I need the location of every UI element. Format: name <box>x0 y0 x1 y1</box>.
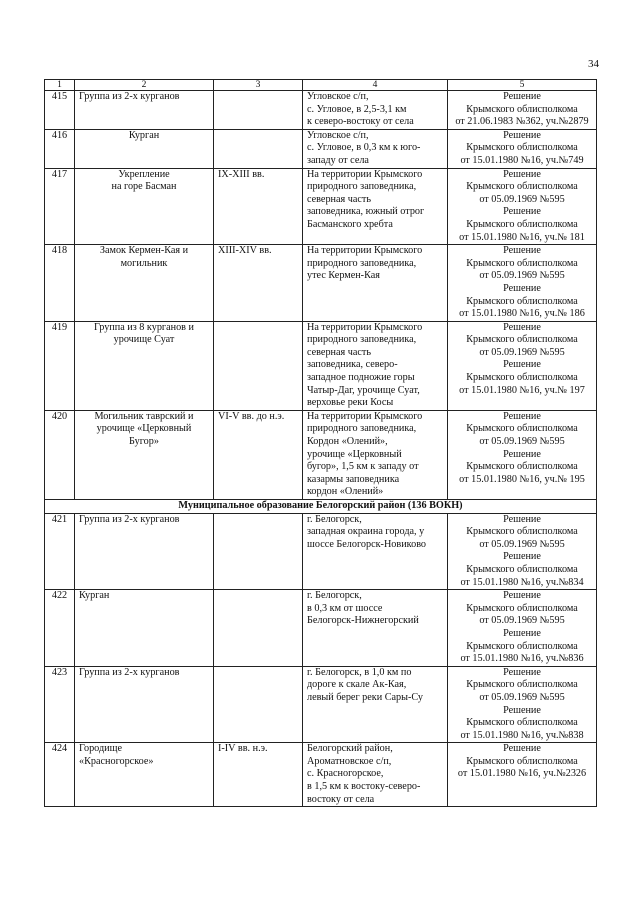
cell-line: северная часть <box>307 346 372 358</box>
table-row <box>45 513 597 590</box>
cell-line: г. Белогорск, <box>307 590 362 602</box>
cell-line: верховье реки Косы <box>307 397 394 409</box>
cell-line: Крымского облисполкома <box>466 526 578 538</box>
cell-line: На территории Крымского <box>307 245 423 257</box>
cell-line: от 05.09.1969 №595 <box>479 193 565 205</box>
cell-line: Решение <box>503 359 541 371</box>
dating: I-IV вв. н.э. <box>214 743 303 807</box>
dating: VI-V вв. до н.э. <box>214 410 303 499</box>
cell-line: Белогорский район, <box>307 743 393 755</box>
cell-line: от 21.06.1983 №362, уч.№2879 <box>455 116 589 128</box>
cell-line: На территории Крымского <box>307 410 423 422</box>
cell-line: западное подножие горы <box>307 372 415 384</box>
location <box>303 91 448 130</box>
decision-block <box>452 322 592 360</box>
cell-line: с. Угловое, в 2,5-3,1 км <box>307 103 407 115</box>
table-row <box>45 129 597 168</box>
cell-line: Крымского облисполкома <box>466 334 578 346</box>
row-number: 423 <box>45 666 75 743</box>
cell-line: от 15.01.1980 №16, уч.№ 186 <box>459 308 585 320</box>
row-number: 417 <box>45 168 75 245</box>
table-row <box>45 743 597 807</box>
cell-line: в 1,5 км к востоку-северо- <box>307 781 421 793</box>
cell-line: Решение <box>503 513 541 525</box>
monument-name <box>75 321 214 410</box>
cell-line: западу от села <box>307 154 369 166</box>
row-number: 424 <box>45 743 75 807</box>
decision-block <box>452 411 592 449</box>
column-header: 3 <box>214 80 303 91</box>
cell-line: бугор», 1,5 км к западу от <box>307 461 419 473</box>
cell-line: Басманского хребта <box>307 218 393 230</box>
cell-line: Крымского облисполкома <box>466 103 578 115</box>
cell-line: от 05.09.1969 №595 <box>479 346 565 358</box>
cell-line: природного заповедника, <box>307 334 417 346</box>
row-number: 418 <box>45 245 75 322</box>
cell-line: природного заповедника, <box>307 257 417 269</box>
location <box>303 513 448 590</box>
cell-line: Крымского облисполкома <box>466 461 578 473</box>
cell-line: Курган <box>79 590 110 602</box>
cell-line: левый берег реки Сары-Су <box>307 691 424 703</box>
cell-line: На территории Крымского <box>307 321 423 333</box>
cell-line: Крымского облисполкома <box>466 640 578 652</box>
monument-name <box>75 245 214 322</box>
cell-line: от 15.01.1980 №16, уч.№ 181 <box>459 231 585 243</box>
cell-line: г. Белогорск, в 1,0 км по <box>307 666 412 678</box>
table-row <box>45 410 597 499</box>
cell-line: Группа из 2-х курганов <box>79 91 180 102</box>
decision-block <box>452 449 592 487</box>
cell-line: заповедника, северо- <box>307 359 398 371</box>
cell-line: Решение <box>503 245 541 257</box>
section-row <box>45 500 597 514</box>
table-row <box>45 590 597 667</box>
cell-line: западная окраина города, у <box>307 526 425 538</box>
cell-line: Кордон «Олений», <box>307 436 388 448</box>
cell-line: Могильник таврский и <box>94 410 194 422</box>
decision-block <box>452 169 592 207</box>
cell-line: Решение <box>503 168 541 180</box>
cell-line: г. Белогорск, <box>307 513 362 525</box>
cell-line: на горе Басман <box>111 181 177 193</box>
protection-decision <box>448 245 597 322</box>
location <box>303 590 448 667</box>
table-row <box>45 321 597 410</box>
cell-line: Решение <box>503 666 541 678</box>
dating <box>214 666 303 743</box>
row-number: 415 <box>45 91 75 130</box>
column-header: 1 <box>45 80 75 91</box>
cell-line: Крымского облисполкома <box>466 142 578 154</box>
row-number: 416 <box>45 129 75 168</box>
dating <box>214 590 303 667</box>
cell-line: Решение <box>503 704 541 716</box>
location <box>303 666 448 743</box>
cell-line: северная часть <box>307 193 372 205</box>
decision-block <box>452 91 592 129</box>
protection-decision <box>448 410 597 499</box>
dating <box>214 513 303 590</box>
cell-line: Городище <box>79 743 122 755</box>
cell-line: Решение <box>503 743 541 755</box>
row-number: 420 <box>45 410 75 499</box>
column-header: 5 <box>448 80 597 91</box>
dating: XIII-XIV вв. <box>214 245 303 322</box>
decision-block <box>452 667 592 705</box>
protection-decision <box>448 129 597 168</box>
cell-line: Решение <box>503 282 541 294</box>
row-number: 422 <box>45 590 75 667</box>
location <box>303 321 448 410</box>
cell-line: Чатыр-Даг, урочище Суат, <box>307 384 420 396</box>
protection-decision <box>448 590 597 667</box>
cell-line: Решение <box>503 448 541 460</box>
column-header: 4 <box>303 80 448 91</box>
cell-line: Решение <box>503 129 541 141</box>
monument-name <box>75 513 214 590</box>
monument-name <box>75 129 214 168</box>
decision-block <box>452 705 592 743</box>
cell-line: от 15.01.1980 №16, уч.№749 <box>460 154 584 166</box>
protection-decision <box>448 743 597 807</box>
table-row <box>45 168 597 245</box>
cell-line: от 05.09.1969 №595 <box>479 615 565 627</box>
cell-line: от 05.09.1969 №595 <box>479 691 565 703</box>
monuments-table <box>44 79 597 807</box>
decision-block <box>452 551 592 589</box>
cell-line: Решение <box>503 627 541 639</box>
cell-line: урочище «Церковный <box>96 423 192 435</box>
decision-block <box>452 628 592 666</box>
table-body <box>45 80 597 807</box>
monument-name <box>75 168 214 245</box>
cell-line: Ароматновское с/п, <box>307 755 392 767</box>
dating: IX-XIII вв. <box>214 168 303 245</box>
cell-line: к северо-востоку от села <box>307 116 414 128</box>
column-header: 2 <box>75 80 214 91</box>
monument-name <box>75 590 214 667</box>
cell-line: Крымского облисполкома <box>466 181 578 193</box>
page-number: 34 <box>588 58 599 70</box>
cell-line: Решение <box>503 590 541 602</box>
cell-line: Крымского облисполкома <box>466 717 578 729</box>
decision-block <box>452 743 592 781</box>
location <box>303 743 448 807</box>
dating <box>214 321 303 410</box>
cell-line: от 05.09.1969 №595 <box>479 270 565 282</box>
cell-line: Крымского облисполкома <box>466 295 578 307</box>
section-title: Муниципальное образование Белогорский район (136 ВОКН) <box>45 500 597 514</box>
cell-line: Крымского облисполкома <box>466 423 578 435</box>
cell-line: Бугор» <box>129 436 159 448</box>
location <box>303 168 448 245</box>
cell-line: Решение <box>503 410 541 422</box>
cell-line: Группа из 2-х курганов <box>79 666 180 678</box>
cell-line: востоку от села <box>307 793 375 805</box>
cell-line: с. Красногорское, <box>307 768 384 780</box>
table-row <box>45 245 597 322</box>
cell-line: Угловское с/п, <box>307 91 369 102</box>
protection-decision <box>448 168 597 245</box>
monument-name <box>75 91 214 130</box>
cell-line: от 15.01.1980 №16, уч.№836 <box>460 653 584 665</box>
cell-line: утес Кермен-Кая <box>307 270 380 282</box>
cell-line: На территории Крымского <box>307 168 423 180</box>
protection-decision <box>448 513 597 590</box>
cell-line: Крымского облисполкома <box>466 257 578 269</box>
column-header-row <box>45 80 597 91</box>
cell-line: природного заповедника, <box>307 181 417 193</box>
location <box>303 129 448 168</box>
decision-block <box>452 206 592 244</box>
decision-block <box>452 590 592 628</box>
cell-line: дороге к скале Ак-Кая, <box>307 679 407 691</box>
cell-line: Крымского облисполкома <box>466 679 578 691</box>
table-row <box>45 91 597 130</box>
cell-line: Группа из 2-х курганов <box>79 513 180 525</box>
location <box>303 410 448 499</box>
cell-line: «Красногорское» <box>79 755 154 767</box>
decision-block <box>452 283 592 321</box>
decision-block <box>452 359 592 397</box>
cell-line: урочище «Церковный <box>307 448 402 460</box>
cell-line: Курган <box>128 129 160 141</box>
cell-line: Группа из 8 курганов и <box>94 321 194 333</box>
cell-line: Крымского облисполкома <box>466 372 578 384</box>
monument-name <box>75 743 214 807</box>
protection-decision <box>448 91 597 130</box>
cell-line: Решение <box>503 206 541 218</box>
cell-line: Укрепление <box>118 168 170 180</box>
cell-line: казармы заповедника <box>307 473 400 485</box>
cell-line: Замок Кермен-Кая и <box>99 245 189 257</box>
cell-line: заповедника, южный отрог <box>307 206 425 218</box>
cell-line: Белогорск-Нижнегорский <box>307 615 419 627</box>
location <box>303 245 448 322</box>
cell-line: от 15.01.1980 №16, уч.№ 197 <box>459 384 585 396</box>
monument-name <box>75 666 214 743</box>
dating <box>214 129 303 168</box>
cell-line: кордон «Олений» <box>307 486 384 498</box>
cell-line: Угловское с/п, <box>307 129 369 141</box>
cell-line: шоссе Белогорск-Новиково <box>307 538 427 550</box>
cell-line: с. Угловое, в 0,3 км к юго- <box>307 142 421 154</box>
cell-line: Крымского облисполкома <box>466 755 578 767</box>
dating <box>214 91 303 130</box>
cell-line: от 15.01.1980 №16, уч.№ 195 <box>459 473 585 485</box>
decision-block <box>452 130 592 168</box>
cell-line: Крымского облисполкома <box>466 563 578 575</box>
cell-line: от 15.01.1980 №16, уч.№838 <box>460 729 584 741</box>
cell-line: урочище Суат <box>113 334 175 346</box>
table-row <box>45 666 597 743</box>
decision-block <box>452 245 592 283</box>
cell-line: природного заповедника, <box>307 423 417 435</box>
cell-line: Крымского облисполкома <box>466 218 578 230</box>
cell-line: в 0,3 км от шоссе <box>307 602 383 614</box>
protection-decision <box>448 321 597 410</box>
cell-line: могильник <box>120 257 168 269</box>
decision-block <box>452 514 592 552</box>
cell-line: от 15.01.1980 №16, уч.№834 <box>460 576 584 588</box>
cell-line: Решение <box>503 91 541 102</box>
cell-line: Решение <box>503 321 541 333</box>
cell-line: от 05.09.1969 №595 <box>479 436 565 448</box>
cell-line: от 05.09.1969 №595 <box>479 538 565 550</box>
cell-line: Крымского облисполкома <box>466 602 578 614</box>
row-number: 421 <box>45 513 75 590</box>
cell-line: Решение <box>503 551 541 563</box>
monument-name <box>75 410 214 499</box>
row-number: 419 <box>45 321 75 410</box>
protection-decision <box>448 666 597 743</box>
cell-line: от 15.01.1980 №16, уч.№2326 <box>457 768 587 780</box>
